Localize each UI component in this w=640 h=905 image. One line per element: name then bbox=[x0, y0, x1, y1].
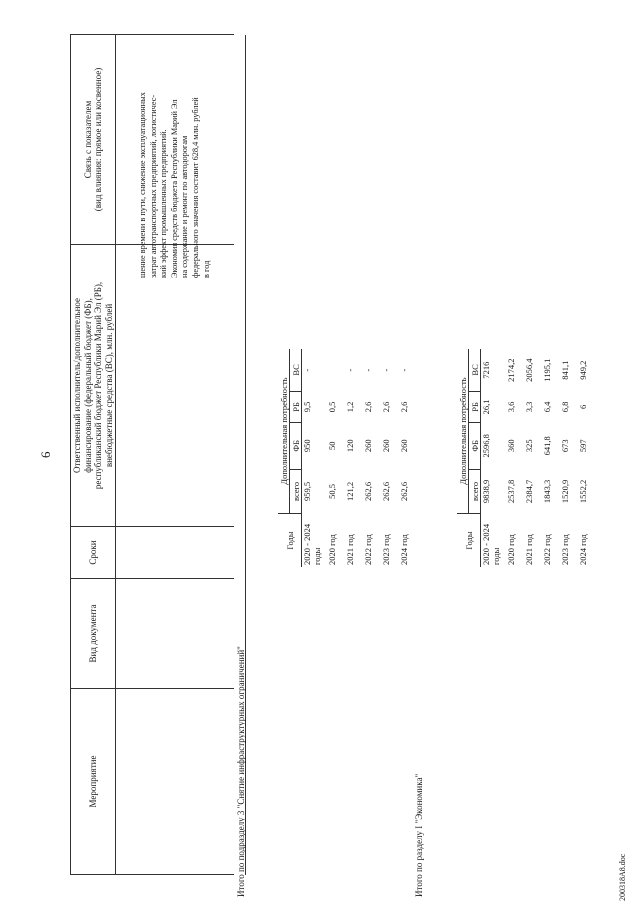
group-header: Дополнительная потребность bbox=[457, 349, 469, 514]
column-space bbox=[116, 245, 235, 527]
sub-header: ФБ bbox=[469, 422, 481, 469]
document-code: 200318А8.doc bbox=[618, 853, 627, 901]
sub-header: ФБ bbox=[290, 422, 302, 469]
table-row: 2020 - 2024 годы 959,5 950 9,5 - bbox=[302, 368, 322, 565]
sub-header: ВС bbox=[290, 349, 302, 391]
section-title: Итого по подразделу 3 "Снятие инфраструктурных ограничений" bbox=[236, 646, 246, 897]
sub-header: РБ bbox=[290, 391, 302, 422]
table-row: 2021 год 2384,7 325 3,3 2056,4 bbox=[524, 358, 534, 565]
section-title: Итого по разделу I "Экономика" bbox=[414, 773, 424, 897]
table-row: 2020 год 50,5 50 0,5 bbox=[327, 401, 337, 565]
table-row: 2020 год 2537,8 360 3,6 2174,2 bbox=[506, 358, 516, 565]
table-row: 2023 год 262,6 260 2,6 - bbox=[381, 368, 391, 565]
table-row: 2021 год 121,2 120 1,2 - bbox=[345, 368, 355, 565]
column-space bbox=[116, 579, 235, 689]
table-row: 2024 год 262,6 260 2,6 - bbox=[399, 368, 409, 565]
header-activity: Мероприятие bbox=[71, 689, 116, 875]
header-doc-type: Вид документа bbox=[71, 579, 116, 689]
table-row: 2023 год 1520,9 673 6,8 841,1 bbox=[560, 360, 570, 565]
years-header: Годы bbox=[278, 514, 302, 567]
table-row: 2022 год 262,6 260 2,6 - bbox=[363, 368, 373, 565]
indicator-description: шение времени в пути, снижение эксплуатационных затрат автотранспортных предприятий, логистичес- кий эффект промышленных предприятий. Экономия средств бюджета Республики Марий Эл на содержание и ремонт по автодорогам федерального значения составит 628,4 млн. рублей в год bbox=[138, 92, 211, 278]
years-header: Годы bbox=[457, 514, 481, 567]
column-space bbox=[116, 689, 235, 875]
header-terms: Сроки bbox=[71, 527, 116, 579]
column-space bbox=[116, 527, 235, 579]
header-responsible: Ответственный исполнитель/дополнительное финансирование (федеральный бюджет (ФБ), республиканский бюджет Республики Марий Эл (РБ), внебюджетные средства (ВС), млн. рублей bbox=[71, 245, 116, 527]
financing-table bbox=[278, 349, 417, 567]
table-row: 2020 - 2024 годы 9838,9 2596,8 26,1 7216 bbox=[481, 361, 501, 565]
sub-header: РБ bbox=[469, 391, 481, 422]
header-link: Связь с показателем (вид влияния: прямое или косвенное) bbox=[71, 35, 116, 245]
page-number: 6 bbox=[38, 451, 53, 458]
group-header: Дополнительная потребность bbox=[278, 349, 290, 514]
financing-table bbox=[457, 349, 596, 567]
sub-header: всего bbox=[469, 469, 481, 513]
table-row: 2024 год 1552,2 597 6 949,2 bbox=[578, 360, 588, 565]
sub-header: ВС bbox=[469, 349, 481, 391]
sub-header: всего bbox=[290, 469, 302, 513]
table-row: 2022 год 1843,3 641,8 6,4 1195,1 bbox=[542, 358, 552, 565]
